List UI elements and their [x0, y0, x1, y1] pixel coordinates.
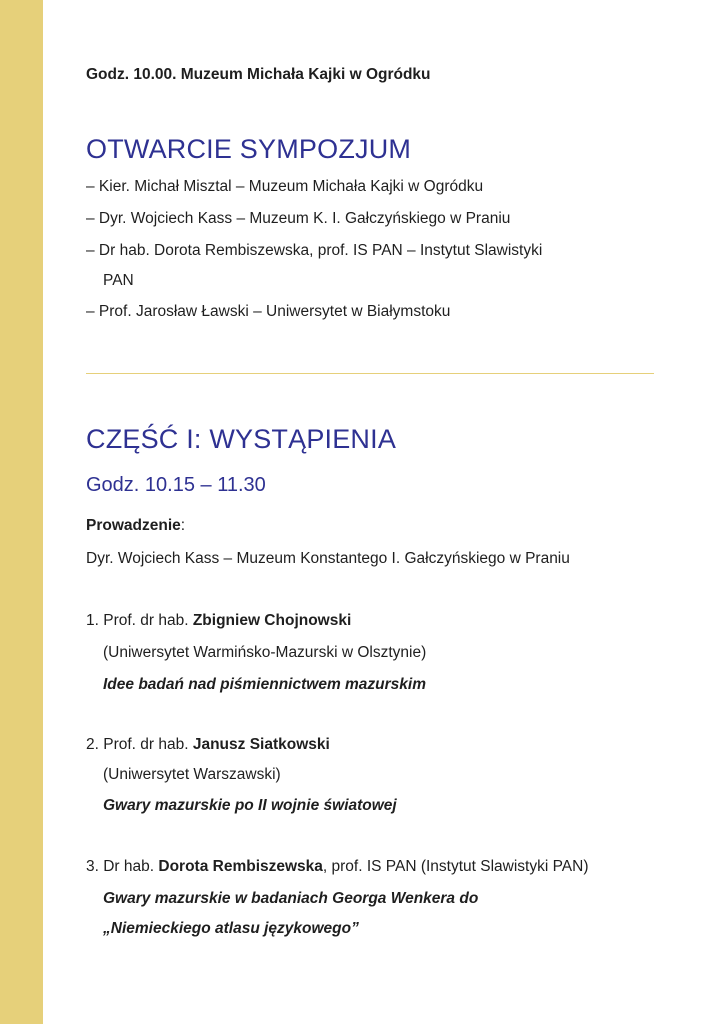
talk-3-speaker-line: 3. Dr hab. Dorota Rembiszewska, prof. IS PAN (Instytut Slawistyki PAN): [86, 858, 589, 875]
part1-title: CZĘŚĆ I: WYSTĄPIENIA: [86, 424, 397, 454]
talk-2-affiliation: (Uniwersytet Warszawski): [103, 766, 281, 783]
opening-item: – Dyr. Wojciech Kass – Muzeum K. I. Gałczyńskiego w Praniu: [86, 210, 511, 227]
talk-3-title-line-1: Gwary mazurskie w badaniach Georga Wenkera do: [103, 890, 479, 907]
part1-time: Godz. 10.15 – 11.30: [86, 474, 266, 496]
opening-title: OTWARCIE SYMPOZJUM: [86, 134, 412, 164]
talk-3-title-line-2: „Niemieckiego atlasu językowego”: [103, 920, 359, 937]
talk-1-title: Idee badań nad piśmiennictwem mazurskim: [103, 676, 427, 693]
moderator: Dyr. Wojciech Kass – Muzeum Konstantego I. Gałczyńskiego w Praniu: [86, 550, 570, 567]
talk-1-affiliation: (Uniwersytet Warmińsko-Mazurski w Olsztynie): [103, 644, 427, 661]
decorative-sidebar: [0, 0, 43, 1024]
section-divider: [86, 373, 654, 374]
header-time-location: Godz. 10.00. Muzeum Michała Kajki w Ogródku: [86, 66, 431, 83]
talk-1-speaker-line: 1. Prof. dr hab. Zbigniew Chojnowski: [86, 612, 352, 629]
opening-item: – Kier. Michał Misztal – Muzeum Michała Kajki w Ogródku: [86, 178, 484, 195]
talk-3-speaker: Dorota Rembiszewska: [158, 858, 323, 875]
moderation-label: Prowadzenie:: [86, 517, 186, 534]
talk-2-speaker-line: 2. Prof. dr hab. Janusz Siatkowski: [86, 736, 330, 753]
opening-item-continuation: PAN: [103, 272, 134, 289]
talk-2-title: Gwary mazurskie po II wojnie światowej: [103, 797, 397, 814]
talk-2-speaker: Janusz Siatkowski: [192, 736, 330, 753]
talk-1-speaker: Zbigniew Chojnowski: [192, 612, 352, 629]
opening-item: – Prof. Jarosław Ławski – Uniwersytet w Białymstoku: [86, 303, 451, 320]
opening-item: – Dr hab. Dorota Rembiszewska, prof. IS PAN – Instytut Slawistyki: [86, 242, 543, 259]
